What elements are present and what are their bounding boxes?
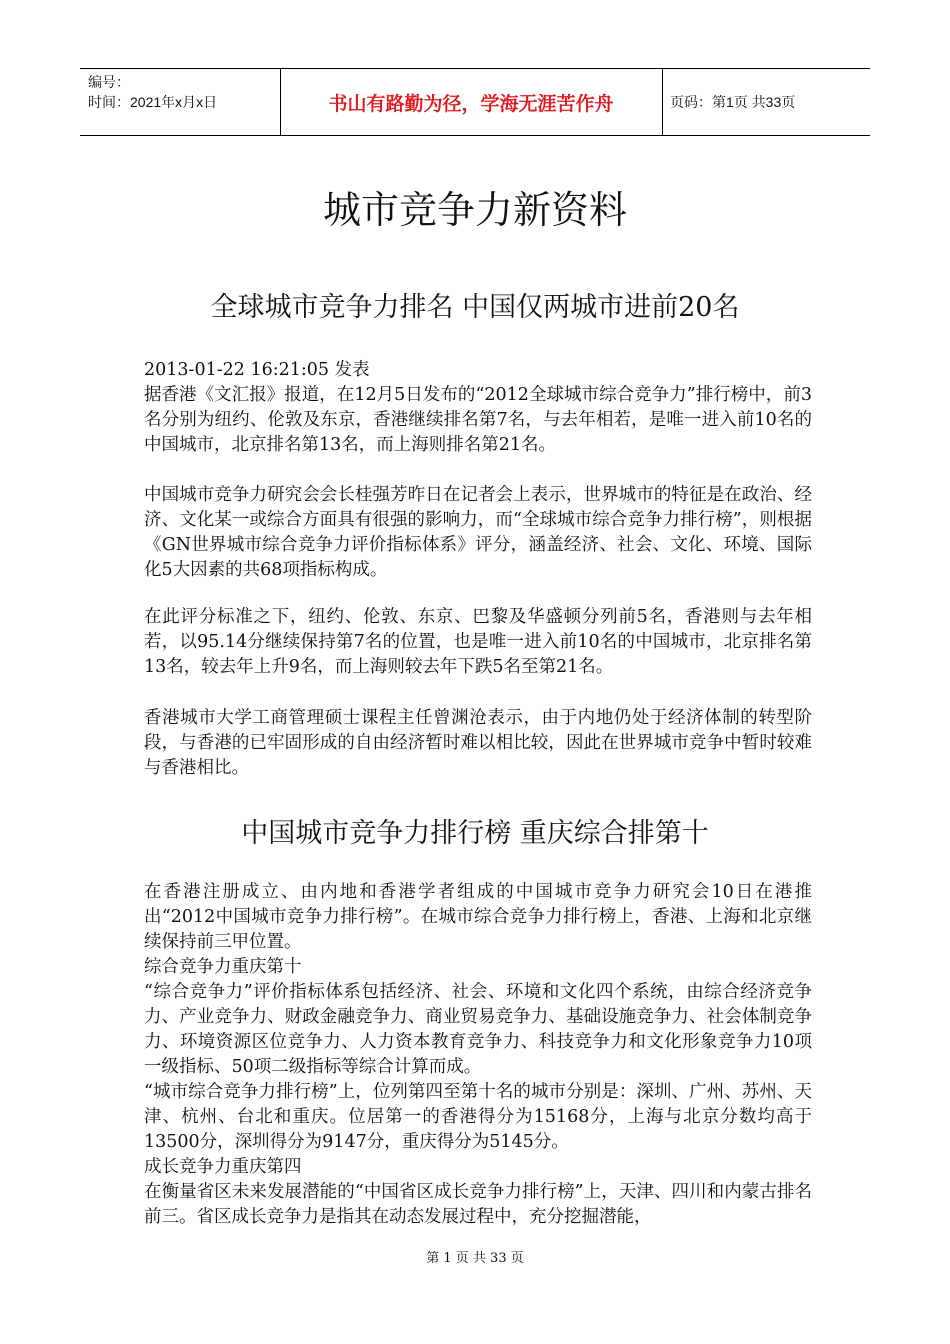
document-title: 城市竞争力新资料 bbox=[322, 188, 627, 232]
section2-paragraph-3: “城市综合竞争力排行榜”上，位列第四至第十名的城市分别是：深圳、广州、苏州、天津、杭州、台北和重庆。位居第一的香港得分为15168分，上海与北京分数均高于13500分，深圳得分为9147分，重庆得分为5145分。 bbox=[144, 1082, 812, 1152]
section2-subheading-1: 综合竞争力重庆第十 bbox=[144, 957, 302, 977]
section1-paragraph-4: 香港城市大学工商管理硕士课程主任曾渊沧表示，由于内地仍处于经济体制的转型阶段，与香港的已牢固形成的自由经济暂时难以相比较，因此在世界城市竞争中暂时较难与香港相比。 bbox=[144, 708, 812, 778]
section1-paragraph-2: 中国城市竞争力研究会会长桂强芳昨日在记者会上表示，世界城市的特征是在政治、经济、文化某一或综合方面具有很强的影响力，而“全球城市综合竞争力排行榜”，则根据《GN世界城市综合竞争力评价指标体系》评分，涵盖经济、社会、文化、环境、国际化5大因素的共68项指标构成。 bbox=[144, 485, 812, 580]
section1-paragraph-1: 据香港《文汇报》报道，在12月5日发布的“2012全球城市综合竞争力”排行榜中，前3名分别为纽约、伦敦及东京，香港继续排名第7名，与去年相若，是唯一进入前10名的中国城市，北京排名第13名，而上海则排名第21名。 bbox=[144, 385, 812, 455]
code-label: 编号： bbox=[88, 74, 130, 90]
section1-heading: 全球城市竞争力排名 中国仅两城市进前20名 bbox=[210, 292, 740, 323]
section1-paragraph-3: 在此评分标准之下，纽约、伦敦、东京、巴黎及华盛顿分列前5名，香港则与去年相若，以95.14分继续保持第7名的位置，也是唯一进入前10名的中国城市，北京排名第13名，较去年上升9名，而上海则较去年下跌5名至第21名。 bbox=[144, 607, 812, 677]
date-label: 时间：2021年x月x日 bbox=[88, 94, 218, 110]
header-meta bbox=[88, 72, 217, 112]
page-footer: 第 1 页 共 33 页 bbox=[426, 1251, 524, 1266]
section2-paragraph-1: 在香港注册成立、由内地和香港学者组成的中国城市竞争力研究会10日在港推出“2012中国城市竞争力排行榜”。在城市综合竞争力排行榜上，香港、上海和北京继续保持前三甲位置。 bbox=[144, 882, 812, 952]
document-header bbox=[80, 68, 870, 136]
section1-date-line: 2013-01-22 16:21:05 发表 bbox=[144, 360, 370, 380]
section2-paragraph-4: 在衡量省区未来发展潜能的“中国省区成长竞争力排行榜”上，天津、四川和内蒙古排名前三。省区成长竞争力是指其在动态发展过程中，充分挖掘潜能， bbox=[144, 1182, 812, 1227]
section2-heading: 中国城市竞争力排行榜 重庆综合排第十 bbox=[241, 818, 709, 849]
header-page-info: 页码：第1页 共33页 bbox=[670, 94, 796, 110]
section2-subheading-2: 成长竞争力重庆第四 bbox=[144, 1157, 302, 1177]
header-motto: 书山有路勤为径，学海无涯苦作舟 bbox=[328, 92, 614, 115]
header-divider-right bbox=[662, 68, 663, 136]
section2-paragraph-2: “综合竞争力”评价指标体系包括经济、社会、环境和文化四个系统，由综合经济竞争力、产业竞争力、财政金融竞争力、商业贸易竞争力、基础设施竞争力、社会体制竞争力、环境资源区位竞争力、人力资本教育竞争力、科技竞争力和文化形象竞争力10项一级指标、50项二级指标等综合计算而成。 bbox=[144, 982, 812, 1077]
